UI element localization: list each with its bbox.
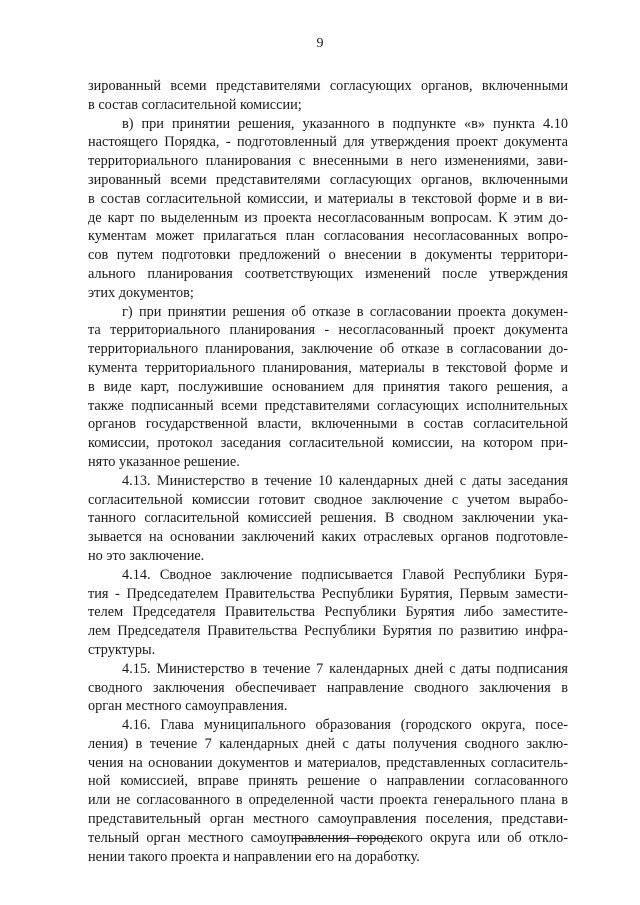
text-line: в состав согласительной комиссии, и материалы в текстовой форме и в ви-	[88, 190, 568, 207]
paragraph-4-15	[88, 660, 568, 716]
text-line: де карт по выделенным из проекта несогласованным вопросам. К этим до-	[88, 209, 568, 226]
page-number: 9	[316, 36, 324, 51]
text-line: или не согласованного в определенной части проекта генерального плана в	[88, 792, 568, 809]
text-line: зированный всеми представителями согласующих органов, включенными	[88, 171, 568, 188]
text-line: сов путем подготовки предложений о внесении в документы территори-	[88, 247, 568, 264]
text-line: в виде карт, послужившие основанием для принятия такого решения, а	[88, 378, 568, 395]
text-line: танного согласительной комиссией решения. В сводном заключении ука-	[88, 510, 568, 527]
text-line: также подписанный всеми представителями согласующих исполнительных	[88, 397, 568, 414]
text-line: орган местного самоуправления.	[88, 698, 288, 715]
text-line: представительный орган местного самоуправления поселения, представи-	[88, 811, 568, 828]
text-line: территориального планирования, заключение об отказе в согласовании до-	[88, 341, 568, 358]
text-line: г) при принятии решения об отказе в согласовании проекта докумен-	[122, 303, 568, 320]
text-line: нении такого проекта и направлении его на доработку.	[88, 848, 420, 865]
text-line: 4.16. Глава муниципального образования (городского округа, посе-	[122, 717, 568, 734]
text-line: нято указанное решение.	[88, 453, 240, 470]
text-line: кументам может прилагаться план согласования несогласованных вопро-	[88, 228, 568, 245]
text-line: кумента территориального планирования, материалы в текстовой форме и	[88, 359, 568, 376]
text-line: та территориального планирования - несогласованный проект документа	[88, 322, 568, 339]
text-line: комиссии, протокол заседания согласительной комиссии, на котором при-	[88, 435, 568, 452]
paragraph-4-16	[88, 716, 568, 866]
text-line: сводного заключения обеспечивает направление сводного заключения в	[88, 679, 568, 696]
paragraph-item-g	[88, 303, 568, 472]
footer-divider	[293, 838, 397, 839]
text-line: этих документов;	[88, 284, 194, 301]
text-line: структуры.	[88, 641, 156, 658]
text-line: зывается на основании заключений каких отраслевых органов подготовле-	[88, 529, 568, 546]
text-line: ального планирования соответствующих изменений после утверждения	[88, 265, 568, 282]
text-line: настоящего Порядка, - подготовленный для утверждения проект документа	[88, 134, 568, 151]
text-line: 4.13. Министерство в течение 10 календарных дней с даты заседания	[122, 472, 568, 489]
text-line: 4.15. Министерство в течение 7 календарных дней с даты подписания	[122, 660, 568, 677]
text-line: чения на основании документов и материалов, представленных согласитель-	[88, 754, 568, 771]
text-line: территориального планирования с внесенными в него изменениями, зави-	[88, 153, 568, 170]
text-line: ной комиссией, вправе принять решение о направлении согласованного	[88, 773, 568, 790]
paragraph-continuation	[88, 77, 568, 115]
text-line: 4.14. Сводное заключение подписывается Главой Республики Буря-	[122, 566, 568, 583]
text-line: тельный орган местного самоуправления городского округа или об откло-	[88, 829, 568, 846]
text-line: зированный всеми представителями согласующих органов, включенными	[88, 78, 568, 94]
paragraph-4-14	[88, 566, 568, 660]
text-line: в) при принятии решения, указанного в подпункте «в» пункта 4.10	[122, 115, 568, 132]
paragraph-item-v	[88, 115, 568, 303]
text-line: в состав согласительной комиссии;	[88, 96, 302, 113]
text-line: телем Председателя Правительства Республики Бурятия либо заместите-	[88, 604, 568, 621]
paragraph-4-13	[88, 472, 568, 566]
text-line: но это заключение.	[88, 547, 205, 564]
text-line: органов государственной власти, включенными в состав согласительной	[88, 416, 568, 433]
text-line: тия - Председателем Правительства Республики Бурятия, Первым замести-	[88, 585, 568, 602]
text-line: ления) в течение 7 календарных дней с даты получения сводного заклю-	[88, 735, 568, 752]
text-line: согласительной комиссии готовит сводное заключение с учетом вырабо-	[88, 491, 568, 508]
text-line: лем Председателя Правительства Республики Бурятия по развитию инфра-	[88, 623, 568, 640]
document-body	[88, 77, 568, 866]
